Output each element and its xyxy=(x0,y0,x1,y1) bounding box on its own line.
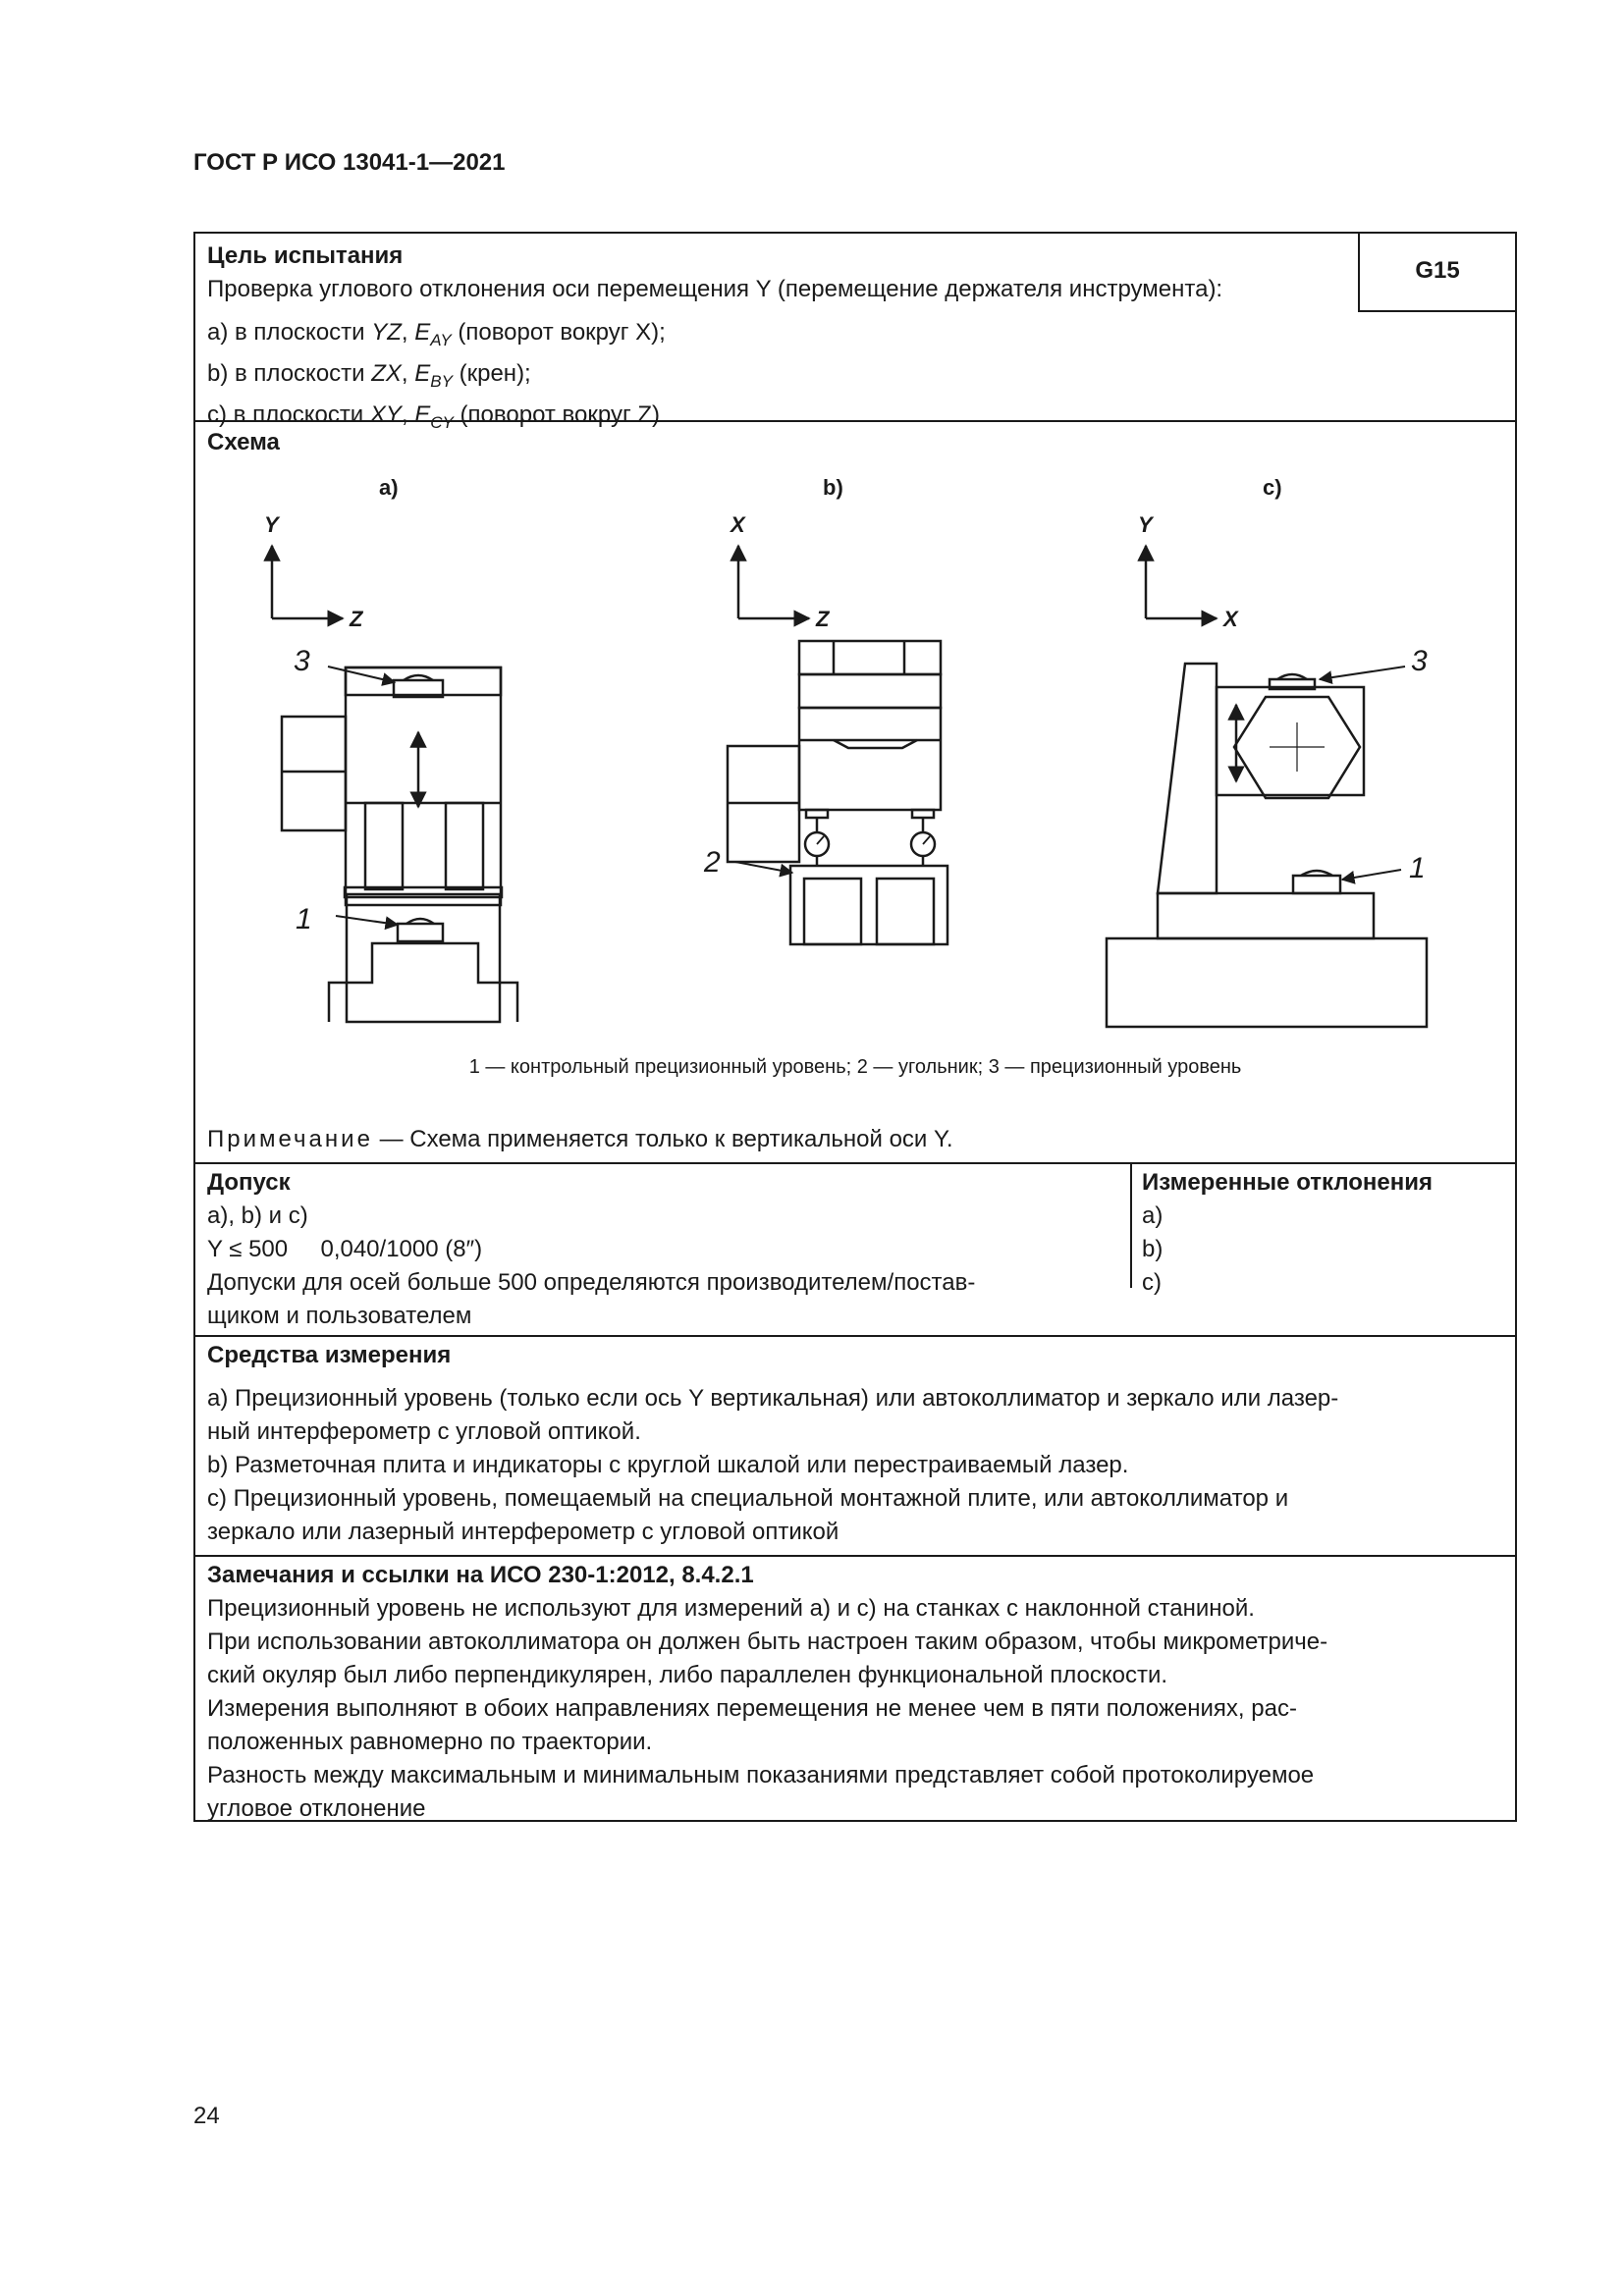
panel-a-axis-h: Z xyxy=(350,607,363,631)
page-number: 24 xyxy=(193,2103,220,2129)
tolerance-line-4: щиком и пользователем xyxy=(207,1303,472,1329)
test-code-cell: G15 xyxy=(1358,234,1515,312)
remarks-line: ский окуляр был либо перпендикулярен, либо параллелен функциональной плоскости. xyxy=(207,1662,1168,1688)
remarks-line: Разность между максимальным и минимальным показаниями представляет собой протоколируемое xyxy=(207,1762,1315,1789)
panel-c-axis-h: X xyxy=(1223,607,1238,631)
note-label: Примечание xyxy=(207,1126,373,1152)
remarks-line: Прецизионный уровень не используют для измерений a) и c) на станках с наклонной станиной. xyxy=(207,1595,1255,1622)
scheme-section xyxy=(195,426,1515,459)
objective-description xyxy=(207,273,1515,306)
panel-b-label: b) xyxy=(823,475,843,500)
remarks-section xyxy=(195,1559,1515,1826)
objective-heading: Цель испытания xyxy=(207,242,404,269)
tolerance-heading: Допуск xyxy=(207,1169,291,1196)
measured-item-c: c) xyxy=(1142,1269,1162,1296)
objective-item-b: b) в плоскости ZX, $E_{BY}$ (крен); xyxy=(207,359,531,391)
instruments-a-line-2: ный интерферометр с угловой оптикой. xyxy=(207,1418,641,1445)
panel-a-callout-1: 1 xyxy=(296,903,312,935)
instruments-c-line-2: зеркало или лазерный интерферометр с угловой оптикой xyxy=(207,1519,839,1545)
remarks-line: При использовании автоколлиматора он должен быть настроен таким образом, чтобы микрометриче- xyxy=(207,1629,1328,1655)
column-divider xyxy=(1130,1162,1132,1288)
divider xyxy=(195,1162,1515,1164)
panel-c-label: c) xyxy=(1263,475,1282,500)
test-table xyxy=(193,232,1517,1822)
remarks-line: угловое отклонение xyxy=(207,1795,426,1822)
remarks-line: положенных равномерно по траектории. xyxy=(207,1729,653,1755)
remarks-line: Измерения выполняют в обоих направлениях перемещения не менее чем в пяти положениях, рас- xyxy=(207,1695,1297,1722)
measured-heading: Измеренные отклонения xyxy=(1142,1169,1434,1196)
instruments-c-line-1: c) Прецизионный уровень, помещаемый на специальной монтажной плите, или автоколлиматор и xyxy=(207,1485,1289,1512)
instruments-a-line-1: a) Прецизионный уровень (только если ось Y вертикальная) или автоколлиматор и зеркало или лазер- xyxy=(207,1385,1339,1412)
document-header: ГОСТ Р ИСО 13041-1—2021 xyxy=(193,149,506,176)
panel-b-axis-v: X xyxy=(731,512,745,537)
tolerance-line-2: Y ≤ 500 0,040/1000 (8″) xyxy=(207,1236,483,1262)
measured-section xyxy=(1142,1166,1515,1300)
objective-item-c: c) в плоскости XY, $E_{CY}$ (поворот вокруг Z) xyxy=(207,400,661,432)
instruments-heading: Средства измерения xyxy=(207,1342,452,1368)
panel-c-drawing xyxy=(1107,546,1427,1027)
tolerance-line-1: a), b) и c) xyxy=(207,1202,308,1229)
measured-item-a: a) xyxy=(1142,1202,1164,1229)
divider xyxy=(195,420,1515,422)
scheme-note xyxy=(195,1123,1515,1156)
panel-b-callout-2: 2 xyxy=(704,846,721,879)
objective-item-a: a) в плоскости YZ, $E_{AY}$ (поворот вокруг X); xyxy=(207,319,666,349)
tolerance-section xyxy=(195,1166,1128,1333)
panel-a-drawing xyxy=(272,546,517,1022)
remarks-heading: Замечания и ссылки на ИСО 230-1:2012, 8.4.2.1 xyxy=(207,1562,754,1588)
panel-c-axis-v: Y xyxy=(1138,512,1153,537)
tolerance-line-3: Допуски для осей больше 500 определяются производителем/постав- xyxy=(207,1269,976,1296)
panel-c-callout-3: 3 xyxy=(1411,645,1428,677)
measured-item-b: b) xyxy=(1142,1236,1164,1262)
panel-c-callout-1: 1 xyxy=(1409,852,1426,884)
panel-a-label: a) xyxy=(379,475,399,500)
scheme-legend: 1 — контрольный прецизионный уровень; 2 — угольник; 3 — прецизионный уровень xyxy=(468,1056,1242,1078)
instruments-b-line-1: b) Разметочная плита и индикаторы с круглой шкалой или перестраиваемый лазер. xyxy=(207,1452,1129,1478)
scheme-diagram xyxy=(195,459,1514,1068)
objective-section xyxy=(195,240,1515,439)
scheme-heading: Схема xyxy=(207,429,280,455)
instruments-section xyxy=(195,1339,1515,1549)
panel-b-drawing xyxy=(728,546,947,944)
panel-a-callout-3: 3 xyxy=(294,645,310,677)
divider xyxy=(195,1335,1515,1337)
panel-a-axis-v: Y xyxy=(264,512,279,537)
note-text: — Схема применяется только к вертикальной оси Y. xyxy=(372,1126,953,1152)
panel-b-axis-h: Z xyxy=(816,607,830,631)
divider xyxy=(195,1555,1515,1557)
objective-description-text: Проверка углового отклонения оси перемещения Y (перемещение держателя инструмента): xyxy=(207,276,1223,302)
